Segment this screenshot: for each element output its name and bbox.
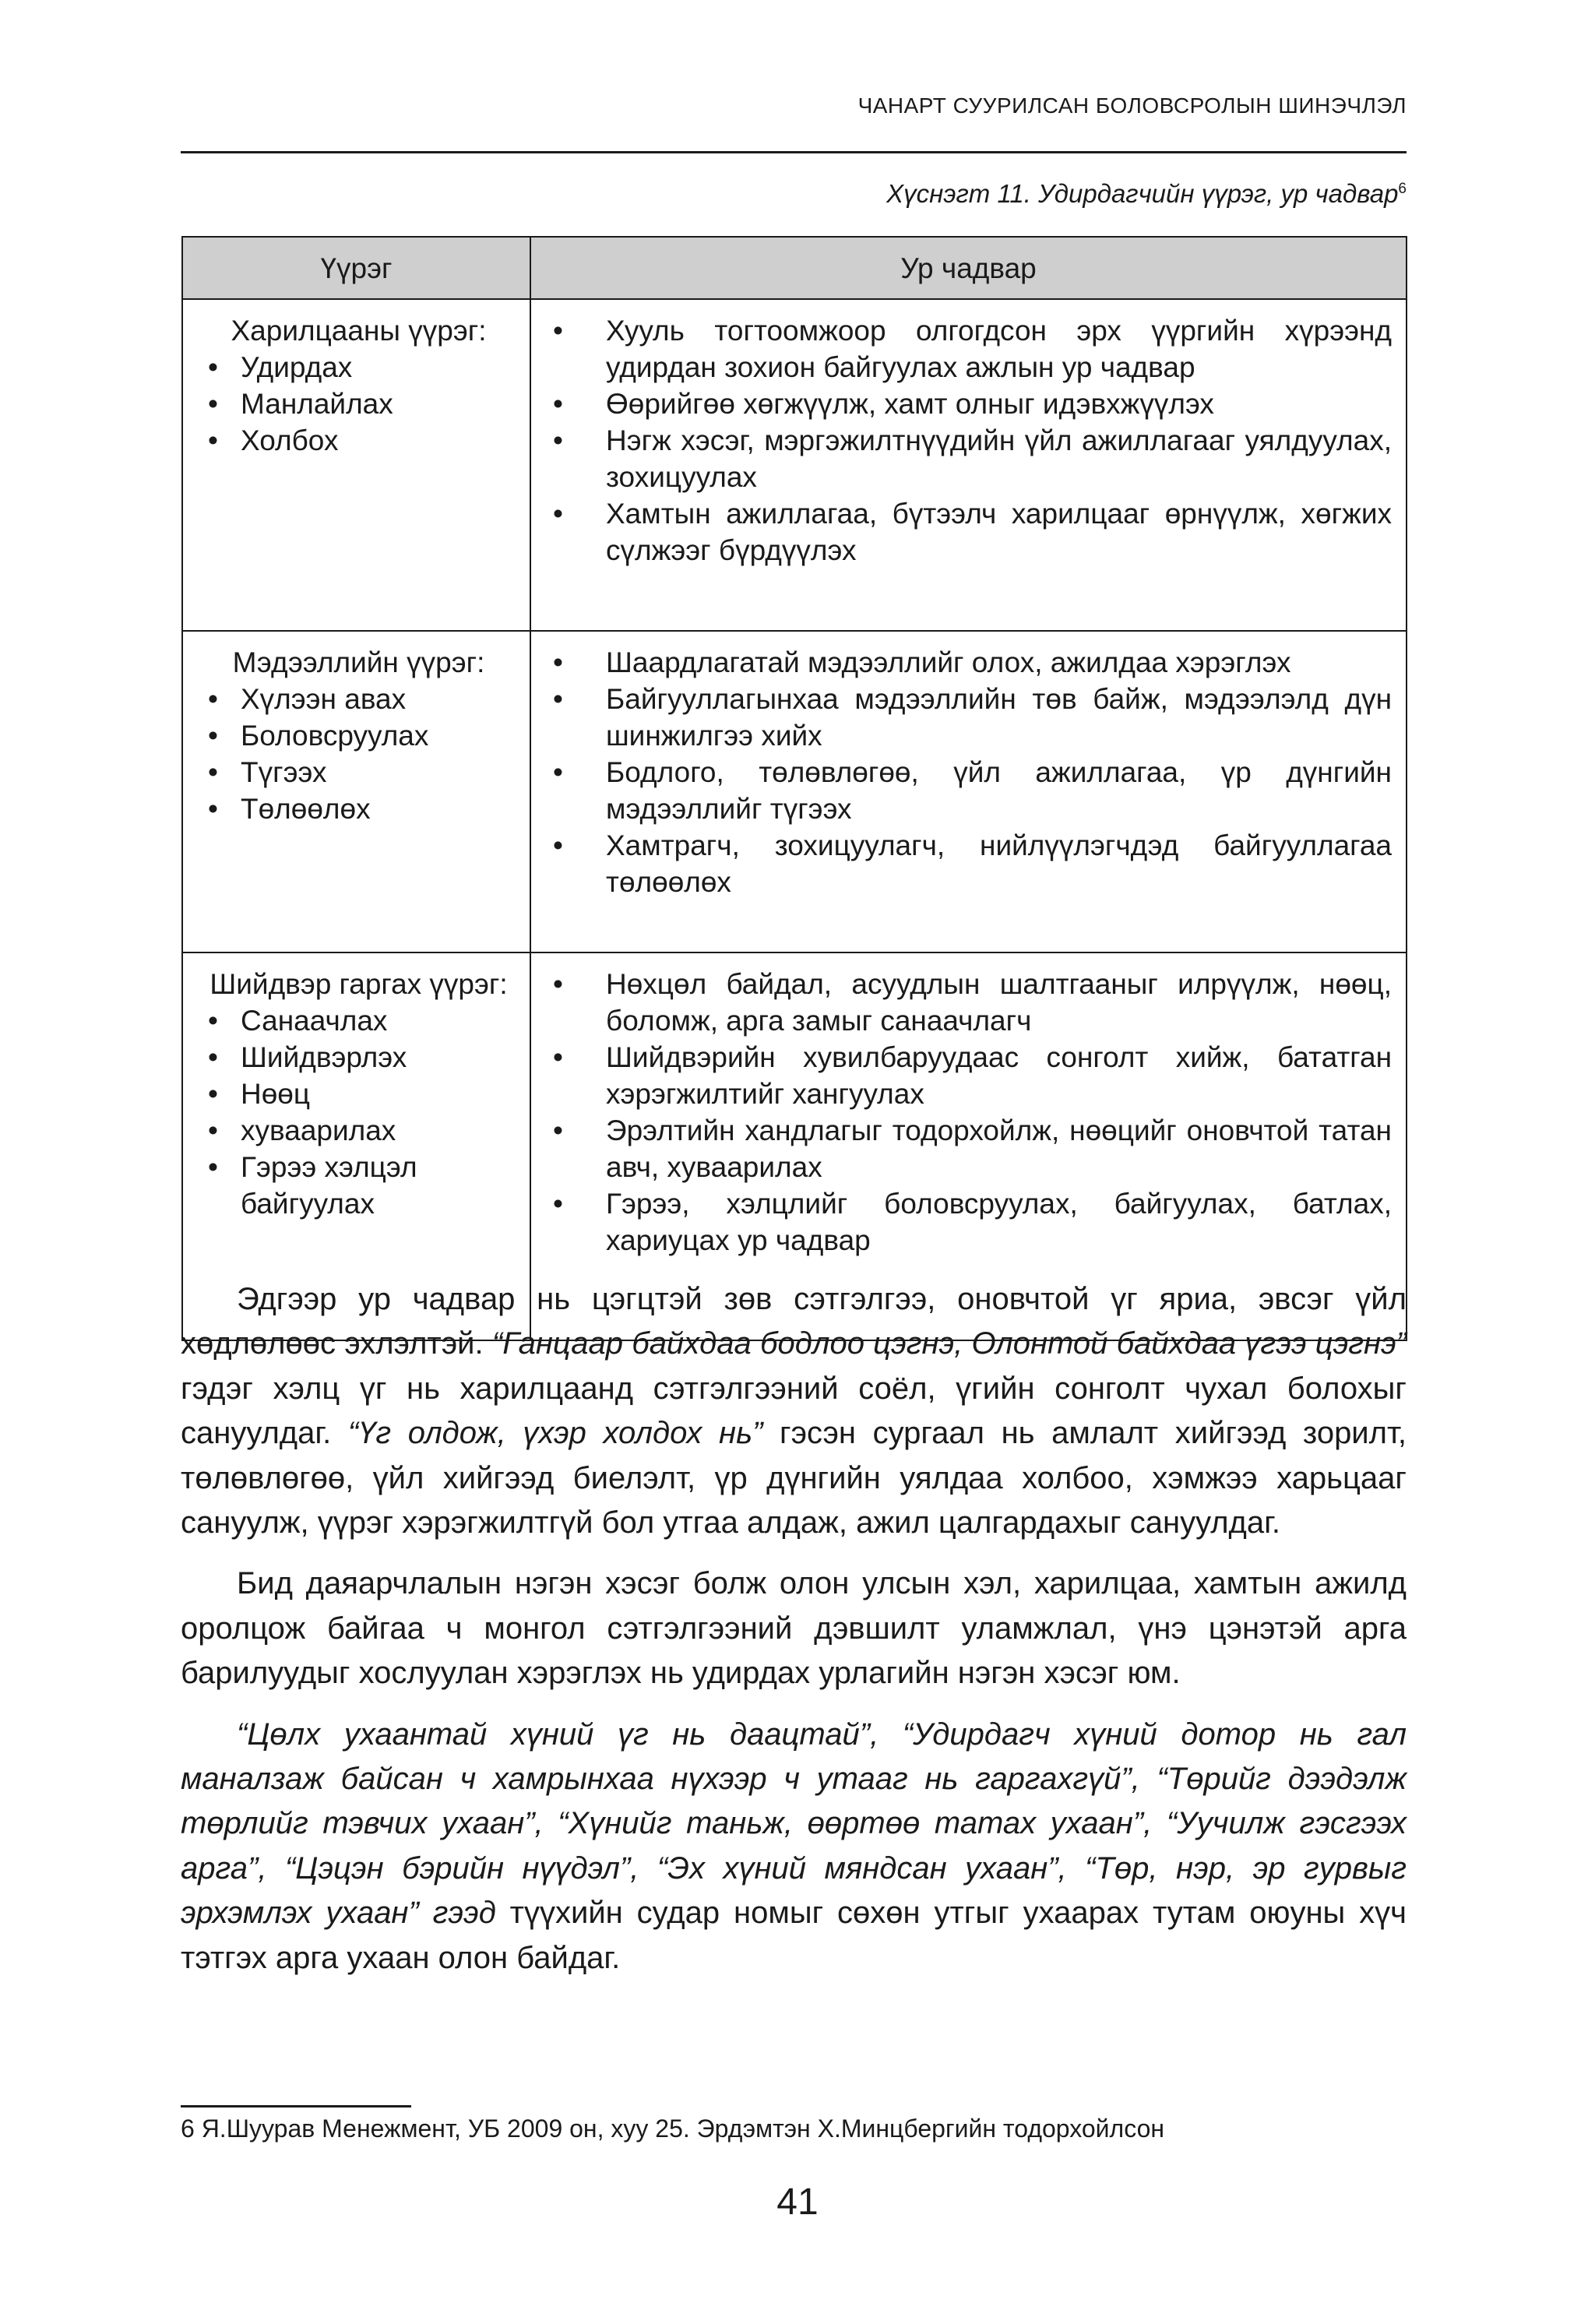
table-caption [181,179,1407,209]
list-item: • Хууль тогтоомжоор олгогдсон эрх үүргийн хүрээнд удирдан зохион байгуулах ажлын ур чадвар [553,315,1392,383]
list-item: • хуваарилах [208,1114,396,1146]
paragraph-1: Эдгээр ур чадвар нь цэгцтэй зөв сэтгэлгээ, оновчтой үг яриа, эвсэг үйл хөдлөлөөс эхлэлтэй. “Ганцаар байхдаа бодлоо цэгнэ, Олонтой байхдаа үгээ цэгнэ” гэдэг хэлц үг нь харилцаанд сэтгэлгээний соёл, үгийн сонголт чухал болохыг сануулдаг. “Үг олдож, үхэр холдох нь” гэсэн сургаал нь амлалт хийгээд зорилт, төлөвлөгөө, үйл хийгээд биелэлт, үр дүнгийн уялдаа холбоо, хэмжээ харьцааг сануулж, үүрэг хэрэгжилтгүй бол утгаа алдаж, ажил цалгардахыг сануулдаг. [181,1282,1407,1541]
skill-list [542,966,1392,1259]
footnote-rule [181,2105,411,2107]
list-item: • Санаачлах [208,1005,388,1037]
role-cell [182,299,530,631]
footnote: 6 Я.Шуурав Менежмент, УБ 2009 он, хуу 25. Эрдэмтэн Х.Минцбергийн тодорхойлсон [181,2114,1165,2143]
running-header: ЧАНАРТ СУУРИЛСАН БОЛОВСРОЛЫН ШИНЭЧЛЭЛ [857,93,1407,118]
list-item: • Өөрийгөө хөгжүүлж, хамт олныг идэвхжүүлэх [553,388,1214,420]
role-title: Шийдвэр гаргах үүрэг: [209,968,508,1000]
list-item: • Байгууллагынхаа мэдээллийн төв байж, мэдээлэлд дүн шинжилгээ хийх [553,683,1392,752]
table-header-row [182,237,1407,299]
table-row [182,299,1407,631]
roles-skills-table [181,236,1407,1341]
page-number: 41 [776,2181,819,2223]
paragraph-3: “Цөлх ухаантай хүний үг нь даацтай”, “Удирдагч хүний дотор нь гал маналзаж байсан ч хамрынхаа нүхээр ч утааг нь гаргахгүй”, “Төрийг дээдэлж төрлийг тэвчих ухаан”, “Хүнийг таньж, өөртөө татах ухаан”, “Уучилж гэсгээх арга”, “Цэцэн бэрийн нүүдэл”, “Эх хүний мяндсан ухаан”, “Төр, нэр, эр гурвыг эрхэмлэх ухаан” гээд түүхийн судар номыг сөхөн утгыг ухаарах тутам оюуны хүч тэтгэх арга ухаан олон байдаг. [181,1717,1407,1975]
role-list [197,349,520,459]
list-item: • Манлайлах [208,388,393,420]
list-item: • Гэрээ хэлцэл байгуулах [208,1151,417,1220]
skills-cell [530,631,1407,952]
skills-cell [530,299,1407,631]
table-row [182,631,1407,952]
body-text [181,1277,1407,1997]
list-item: • Хамтрагч, зохицуулагч, нийлүүлэгчдэд байгууллагаа төлөөлөх [553,829,1392,898]
role-list [197,681,520,827]
list-item: • Хүлээн авах [208,683,407,715]
list-item: • Шийдвэрлэх [208,1041,407,1073]
list-item: • Төлөөлөх [208,793,371,825]
role-list [197,1002,520,1222]
list-item: • Нэгж хэсэг, мэргэжилтнүүдийн үйл ажиллагааг уялдуулах, зохицуулах [553,424,1392,493]
role-title: Харилцааны үүрэг: [231,315,487,347]
list-item: • Боловсруулах [208,720,429,752]
list-item: • Холбох [208,424,339,456]
list-item: • Эрэлтийн хандлагыг тодорхойлж, нөөцийг оновчтой татан авч, хуваарилах [553,1114,1392,1183]
list-item: • Нөөц [208,1078,311,1110]
role-cell [182,631,530,952]
list-item: • Шийдвэрийн хувилбаруудаас сонголт хийж, бататган хэрэгжилтийг хангуулах [553,1041,1392,1110]
list-item: • Бодлого, төлөвлөгөө, үйл ажиллагаа, үр дүнгийн мэдээллийг түгээх [553,756,1392,825]
list-item: • Гэрээ, хэлцлийг боловсруулах, байгуулах, батлах, хариуцах ур чадвар [553,1188,1392,1256]
list-item: • Хамтын ажиллагаа, бүтээлч харилцааг өрнүүлж, хөгжих сүлжээг бүрдүүлэх [553,498,1392,566]
role-title: Мэдээллийн үүрэг: [232,646,485,678]
caption-text: Хүснэгт 11. Удирдагчийн үүрэг, ур чадвар [886,179,1399,208]
skill-list [542,312,1392,569]
list-item: • Шаардлагатай мэдээллийг олох, ажилдаа хэрэглэх [553,646,1291,678]
header-rule [181,151,1407,153]
list-item: • Түгээх [208,756,327,788]
paragraph-2: Бид даяарчлалын нэгэн хэсэг болж олон улсын хэл, харилцаа, хамтын ажилд оролцож байгаа ч монгол сэтгэлгээний дэвшилт уламжлал, үнэ цэнэтэй арга барилуудыг хослуулан хэрэглэх нь удирдах урлагийн нэгэн хэсэг юм. [181,1566,1407,1691]
header-role: Үүрэг [182,237,530,299]
header-skills: Ур чадвар [530,237,1407,299]
caption-footnote-ref: 6 [1398,181,1407,197]
list-item: • Нөхцөл байдал, асуудлын шалтгааныг илрүүлж, нөөц, боломж, арга замыг санаачлагч [553,968,1392,1037]
skill-list [542,644,1392,900]
list-item: • Удирдах [208,351,353,383]
